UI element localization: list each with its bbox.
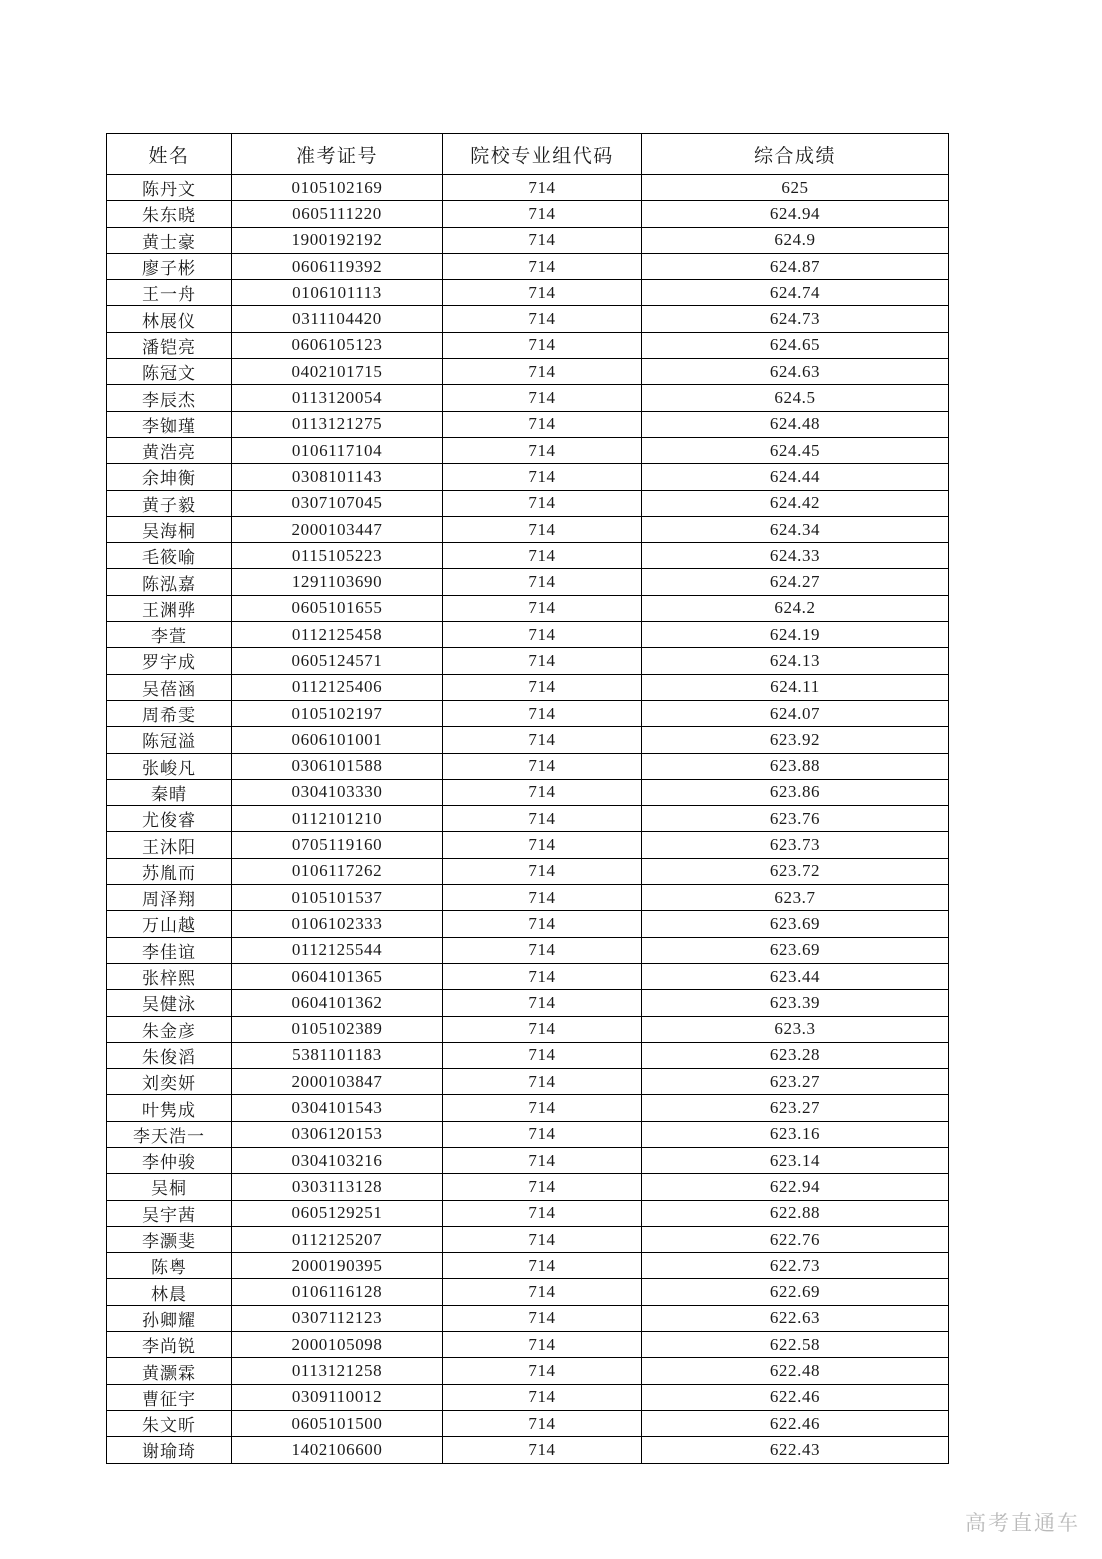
watermark: 高考直通车	[965, 1512, 1080, 1535]
cell-group: 714	[443, 1200, 642, 1226]
table-row	[107, 1332, 949, 1358]
cell-ticket: 0112125544	[232, 937, 443, 963]
table-row	[107, 1147, 949, 1173]
cell-name: 李灏斐	[107, 1226, 232, 1252]
table-row	[107, 201, 949, 227]
table-header	[107, 134, 949, 175]
cell-name: 陈丹文	[107, 175, 232, 201]
cell-ticket: 0105102169	[232, 175, 443, 201]
cell-score: 623.76	[642, 806, 949, 832]
cell-ticket: 0605101655	[232, 595, 443, 621]
cell-score: 624.73	[642, 306, 949, 332]
cell-name: 李仲骏	[107, 1147, 232, 1173]
cell-score: 623.3	[642, 1016, 949, 1042]
table-row	[107, 569, 949, 595]
table-row	[107, 1437, 949, 1463]
cell-name: 李辰杰	[107, 385, 232, 411]
cell-ticket: 2000103847	[232, 1069, 443, 1095]
cell-group: 714	[443, 727, 642, 753]
cell-ticket: 1900192192	[232, 227, 443, 253]
cell-score: 623.16	[642, 1121, 949, 1147]
cell-score: 624.2	[642, 595, 949, 621]
cell-name: 张梓熙	[107, 963, 232, 989]
cell-score: 624.87	[642, 253, 949, 279]
cell-group: 714	[443, 1332, 642, 1358]
cell-ticket: 0113121258	[232, 1358, 443, 1384]
table-row	[107, 990, 949, 1016]
score-table-container	[106, 133, 944, 1464]
cell-score: 623.88	[642, 753, 949, 779]
cell-group: 714	[443, 411, 642, 437]
column-header-ticket-number: 准考证号	[232, 134, 443, 175]
cell-group: 714	[443, 832, 642, 858]
cell-name: 李尚锐	[107, 1332, 232, 1358]
cell-ticket: 0306101588	[232, 753, 443, 779]
cell-name: 周希雯	[107, 700, 232, 726]
cell-name: 苏胤而	[107, 858, 232, 884]
cell-ticket: 0605124571	[232, 648, 443, 674]
cell-ticket: 0605129251	[232, 1200, 443, 1226]
cell-score: 624.65	[642, 332, 949, 358]
cell-ticket: 0605111220	[232, 201, 443, 227]
cell-name: 万山越	[107, 911, 232, 937]
table-row	[107, 779, 949, 805]
cell-ticket: 0112125458	[232, 622, 443, 648]
column-header-major-group-code: 院校专业组代码	[443, 134, 642, 175]
cell-score: 623.69	[642, 911, 949, 937]
cell-score: 624.48	[642, 411, 949, 437]
cell-ticket: 0604101362	[232, 990, 443, 1016]
cell-score: 622.46	[642, 1384, 949, 1410]
cell-ticket: 0605101500	[232, 1410, 443, 1436]
cell-name: 秦晴	[107, 779, 232, 805]
table-row	[107, 648, 949, 674]
cell-name: 潘铠亮	[107, 332, 232, 358]
cell-group: 714	[443, 1305, 642, 1331]
cell-ticket: 0606119392	[232, 253, 443, 279]
cell-group: 714	[443, 595, 642, 621]
cell-score: 624.94	[642, 201, 949, 227]
cell-score: 623.27	[642, 1069, 949, 1095]
cell-ticket: 0105102389	[232, 1016, 443, 1042]
cell-score: 623.7	[642, 885, 949, 911]
cell-group: 714	[443, 806, 642, 832]
cell-name: 黄灏霖	[107, 1358, 232, 1384]
table-row	[107, 622, 949, 648]
cell-name: 李天浩一	[107, 1121, 232, 1147]
cell-score: 623.73	[642, 832, 949, 858]
cell-group: 714	[443, 490, 642, 516]
cell-score: 623.28	[642, 1042, 949, 1068]
cell-ticket: 0303113128	[232, 1174, 443, 1200]
table-row	[107, 464, 949, 490]
table-row	[107, 858, 949, 884]
cell-score: 622.63	[642, 1305, 949, 1331]
cell-group: 714	[443, 516, 642, 542]
cell-name: 孙卿耀	[107, 1305, 232, 1331]
table-row	[107, 1069, 949, 1095]
cell-group: 714	[443, 175, 642, 201]
cell-score: 623.44	[642, 963, 949, 989]
cell-name: 李萱	[107, 622, 232, 648]
cell-group: 714	[443, 543, 642, 569]
cell-score: 624.34	[642, 516, 949, 542]
cell-group: 714	[443, 648, 642, 674]
column-header-name: 姓名	[107, 134, 232, 175]
cell-ticket: 0604101365	[232, 963, 443, 989]
cell-score: 624.44	[642, 464, 949, 490]
cell-name: 吴健泳	[107, 990, 232, 1016]
table-row	[107, 1121, 949, 1147]
table-row	[107, 306, 949, 332]
cell-ticket: 0113121275	[232, 411, 443, 437]
cell-group: 714	[443, 201, 642, 227]
cell-score: 623.92	[642, 727, 949, 753]
table-row	[107, 1253, 949, 1279]
cell-ticket: 0402101715	[232, 359, 443, 385]
cell-group: 714	[443, 885, 642, 911]
cell-group: 714	[443, 1042, 642, 1068]
cell-name: 周泽翔	[107, 885, 232, 911]
table-row	[107, 1200, 949, 1226]
table-row	[107, 1358, 949, 1384]
cell-score: 622.69	[642, 1279, 949, 1305]
table-row	[107, 911, 949, 937]
cell-group: 714	[443, 1147, 642, 1173]
cell-ticket: 0606101001	[232, 727, 443, 753]
cell-name: 谢瑜琦	[107, 1437, 232, 1463]
cell-group: 714	[443, 963, 642, 989]
cell-ticket: 2000190395	[232, 1253, 443, 1279]
table-row	[107, 411, 949, 437]
admission-score-table	[106, 133, 949, 1464]
cell-ticket: 0112125406	[232, 674, 443, 700]
cell-name: 陈冠文	[107, 359, 232, 385]
cell-group: 714	[443, 700, 642, 726]
cell-ticket: 2000105098	[232, 1332, 443, 1358]
cell-score: 622.94	[642, 1174, 949, 1200]
cell-ticket: 0115105223	[232, 543, 443, 569]
cell-name: 吴蓓涵	[107, 674, 232, 700]
cell-group: 714	[443, 437, 642, 463]
cell-score: 624.74	[642, 280, 949, 306]
table-row	[107, 1226, 949, 1252]
cell-group: 714	[443, 1437, 642, 1463]
cell-ticket: 0705119160	[232, 832, 443, 858]
cell-name: 曹征宇	[107, 1384, 232, 1410]
cell-name: 余坤衡	[107, 464, 232, 490]
cell-group: 714	[443, 1121, 642, 1147]
cell-ticket: 0105101537	[232, 885, 443, 911]
cell-group: 714	[443, 1384, 642, 1410]
table-row	[107, 1305, 949, 1331]
cell-name: 廖子彬	[107, 253, 232, 279]
cell-ticket: 0304103330	[232, 779, 443, 805]
table-row	[107, 595, 949, 621]
table-row	[107, 227, 949, 253]
cell-ticket: 0106117104	[232, 437, 443, 463]
table-row	[107, 1016, 949, 1042]
cell-name: 罗宇成	[107, 648, 232, 674]
cell-name: 陈冠溢	[107, 727, 232, 753]
cell-score: 623.72	[642, 858, 949, 884]
cell-group: 714	[443, 227, 642, 253]
cell-ticket: 1402106600	[232, 1437, 443, 1463]
table-body	[107, 175, 949, 1464]
cell-name: 朱俊滔	[107, 1042, 232, 1068]
cell-score: 624.63	[642, 359, 949, 385]
table-row	[107, 385, 949, 411]
cell-group: 714	[443, 1016, 642, 1042]
cell-score: 624.33	[642, 543, 949, 569]
cell-ticket: 0306120153	[232, 1121, 443, 1147]
cell-group: 714	[443, 332, 642, 358]
cell-name: 张峻凡	[107, 753, 232, 779]
cell-group: 714	[443, 359, 642, 385]
cell-score: 624.07	[642, 700, 949, 726]
cell-name: 黄子毅	[107, 490, 232, 516]
cell-ticket: 0304103216	[232, 1147, 443, 1173]
cell-name: 黄浩亮	[107, 437, 232, 463]
cell-name: 吴海桐	[107, 516, 232, 542]
table-row	[107, 1279, 949, 1305]
table-row	[107, 516, 949, 542]
table-row	[107, 1042, 949, 1068]
cell-ticket: 0106101113	[232, 280, 443, 306]
cell-group: 714	[443, 990, 642, 1016]
cell-group: 714	[443, 1410, 642, 1436]
table-row	[107, 832, 949, 858]
cell-name: 王渊骅	[107, 595, 232, 621]
table-row	[107, 1095, 949, 1121]
cell-name: 黄士豪	[107, 227, 232, 253]
cell-score: 623.86	[642, 779, 949, 805]
table-row	[107, 175, 949, 201]
cell-score: 624.11	[642, 674, 949, 700]
table-header-row	[107, 134, 949, 175]
cell-name: 林展仪	[107, 306, 232, 332]
cell-group: 714	[443, 779, 642, 805]
cell-group: 714	[443, 464, 642, 490]
cell-name: 林晨	[107, 1279, 232, 1305]
table-row	[107, 1174, 949, 1200]
cell-ticket: 5381101183	[232, 1042, 443, 1068]
table-row	[107, 253, 949, 279]
cell-ticket: 0304101543	[232, 1095, 443, 1121]
table-row	[107, 437, 949, 463]
cell-group: 714	[443, 1095, 642, 1121]
table-row	[107, 280, 949, 306]
cell-name: 陈粤	[107, 1253, 232, 1279]
table-row	[107, 674, 949, 700]
cell-ticket: 0112101210	[232, 806, 443, 832]
cell-score: 622.43	[642, 1437, 949, 1463]
cell-score: 623.39	[642, 990, 949, 1016]
table-row	[107, 753, 949, 779]
cell-score: 624.27	[642, 569, 949, 595]
cell-score: 624.42	[642, 490, 949, 516]
cell-ticket: 0112125207	[232, 1226, 443, 1252]
cell-score: 623.14	[642, 1147, 949, 1173]
cell-ticket: 0309110012	[232, 1384, 443, 1410]
cell-score: 622.58	[642, 1332, 949, 1358]
cell-ticket: 2000103447	[232, 516, 443, 542]
cell-name: 尤俊睿	[107, 806, 232, 832]
cell-group: 714	[443, 1358, 642, 1384]
table-row	[107, 543, 949, 569]
cell-ticket: 0106102333	[232, 911, 443, 937]
table-row	[107, 963, 949, 989]
cell-group: 714	[443, 253, 642, 279]
cell-group: 714	[443, 622, 642, 648]
cell-score: 624.19	[642, 622, 949, 648]
cell-name: 刘奕妍	[107, 1069, 232, 1095]
cell-name: 毛筱喻	[107, 543, 232, 569]
cell-group: 714	[443, 1279, 642, 1305]
table-row	[107, 490, 949, 516]
cell-score: 624.45	[642, 437, 949, 463]
cell-score: 622.88	[642, 1200, 949, 1226]
cell-score: 622.73	[642, 1253, 949, 1279]
cell-score: 622.46	[642, 1410, 949, 1436]
cell-group: 714	[443, 937, 642, 963]
cell-score: 625	[642, 175, 949, 201]
cell-name: 朱文昕	[107, 1410, 232, 1436]
cell-group: 714	[443, 280, 642, 306]
table-row	[107, 700, 949, 726]
cell-group: 714	[443, 674, 642, 700]
table-row	[107, 332, 949, 358]
cell-ticket: 0113120054	[232, 385, 443, 411]
cell-group: 714	[443, 858, 642, 884]
cell-score: 624.9	[642, 227, 949, 253]
cell-score: 622.76	[642, 1226, 949, 1252]
column-header-composite-score: 综合成绩	[642, 134, 949, 175]
cell-group: 714	[443, 911, 642, 937]
cell-name: 朱金彦	[107, 1016, 232, 1042]
cell-ticket: 0307107045	[232, 490, 443, 516]
table-row	[107, 359, 949, 385]
cell-ticket: 0106117262	[232, 858, 443, 884]
cell-score: 623.69	[642, 937, 949, 963]
table-row	[107, 806, 949, 832]
cell-ticket: 0308101143	[232, 464, 443, 490]
cell-name: 吴桐	[107, 1174, 232, 1200]
cell-group: 714	[443, 569, 642, 595]
cell-group: 714	[443, 1253, 642, 1279]
cell-name: 王一舟	[107, 280, 232, 306]
cell-group: 714	[443, 1226, 642, 1252]
cell-group: 714	[443, 385, 642, 411]
cell-ticket: 0105102197	[232, 700, 443, 726]
cell-group: 714	[443, 1069, 642, 1095]
table-row	[107, 1410, 949, 1436]
table-row	[107, 937, 949, 963]
cell-ticket: 0106116128	[232, 1279, 443, 1305]
cell-group: 714	[443, 753, 642, 779]
cell-ticket: 0311104420	[232, 306, 443, 332]
cell-score: 624.5	[642, 385, 949, 411]
cell-group: 714	[443, 306, 642, 332]
cell-ticket: 0606105123	[232, 332, 443, 358]
cell-name: 陈泓嘉	[107, 569, 232, 595]
cell-name: 李铷瑾	[107, 411, 232, 437]
table-row	[107, 727, 949, 753]
cell-name: 吴宇茜	[107, 1200, 232, 1226]
cell-name: 王沐阳	[107, 832, 232, 858]
cell-name: 朱东晓	[107, 201, 232, 227]
cell-name: 叶隽成	[107, 1095, 232, 1121]
cell-ticket: 1291103690	[232, 569, 443, 595]
table-row	[107, 1384, 949, 1410]
table-row	[107, 885, 949, 911]
cell-score: 624.13	[642, 648, 949, 674]
cell-score: 623.27	[642, 1095, 949, 1121]
cell-ticket: 0307112123	[232, 1305, 443, 1331]
cell-group: 714	[443, 1174, 642, 1200]
cell-score: 622.48	[642, 1358, 949, 1384]
cell-name: 李佳谊	[107, 937, 232, 963]
